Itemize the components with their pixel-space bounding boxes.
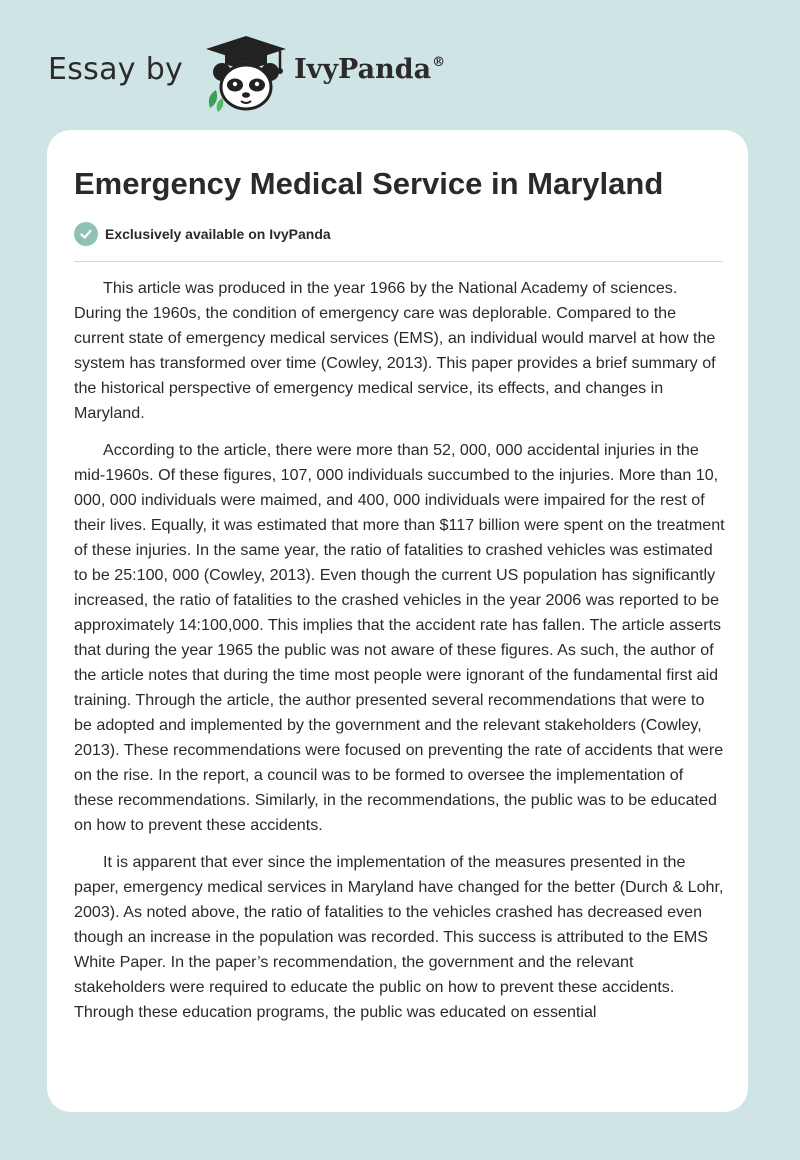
exclusive-badge-label: Exclusively available on IvyPanda — [105, 226, 331, 242]
essay-body — [74, 276, 726, 1037]
divider — [74, 261, 723, 262]
exclusive-badge — [74, 222, 331, 246]
essay-card — [47, 130, 748, 1112]
check-circle-icon — [74, 222, 98, 246]
brand-prefix: Essay by — [48, 52, 184, 87]
brand-name[interactable]: IvyPanda® — [294, 54, 446, 85]
paragraph: According to the article, there were more than 52, 000, 000 accidental injuries in the mid-1960s. Of these figures, 107, 000 individuals succumbed to the injuries. More than 10, 000, 000 individuals were maimed, and 400, 000 individuals were impaired for the rest of their lives. Equally, it was estimated that more than $117 billion were spent on the treatment of these injuries. In the same year, the ratio of fatalities to crashed vehicles was estimated to be 25:100, 000 (Cowley, 2013). Even though the current US population has significantly increased, the ratio of fatalities to the crashed vehicles in the year 2006 was reported to be approximately 14:100,000. This implies that the accident rate has fallen. The article asserts that during the year 1965 the public was not aware of these figures. As such, the author of the article notes that during the time most people were ignorant of the fundamental first aid training. Through the article, the author presented several recommendations that were to be adopted and implemented by the government and the relevant stakeholders (Cowley, 2013). These recommendations were focused on preventing the rate of accidents that were on the rise. In the report, a council was to be formed to oversee the implementation of these recommendations. Similarly, in the recommendations, the public was to be educated on how to prevent these accidents. — [74, 441, 725, 834]
panda-graduate-icon[interactable] — [200, 34, 292, 112]
essay-title: Emergency Medical Service in Maryland — [74, 166, 664, 201]
paragraph: This article was produced in the year 1966 by the National Academy of sciences. During the 1960s, the condition of emergency care was deplorable. Compared to the current state of emergency medical services (EMS), an individual would marvel at how the system has transformed over time (Cowley, 2013). This paper provides a brief summary of the historical perspective of emergency medical service, its effects, and changes in Maryland. — [74, 279, 716, 422]
paragraph: It is apparent that ever since the implementation of the measures presented in the paper, emergency medical services in Maryland have changed for the better (Durch & Lohr, 2003). As noted above, the ratio of fatalities to the vehicles crashed has decreased even though an increase in the population was recorded. This success is attributed to the EMS White Paper. In the paper’s recommendation, the government and the relevant stakeholders were required to educate the public on how to prevent these accidents. Through these education programs, the public was educated on essential — [74, 853, 724, 1021]
site-header — [48, 28, 508, 112]
registered-mark: ® — [432, 55, 446, 70]
